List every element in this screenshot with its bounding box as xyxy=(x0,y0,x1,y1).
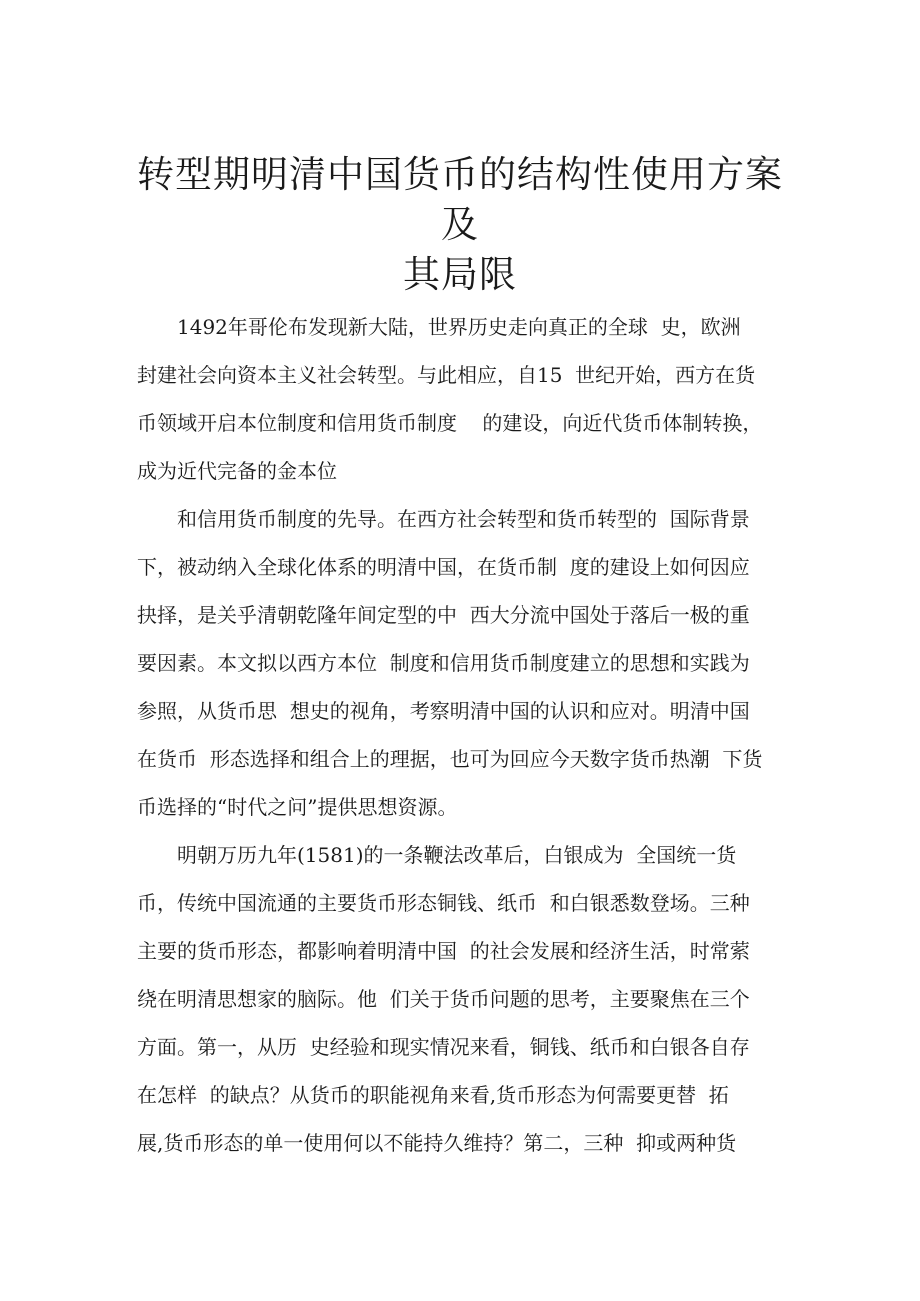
text-line: 明朝万历九年(1581)的一条鞭法改革后，白银成为 全国统一货 xyxy=(137,843,737,867)
text-line: 封建社会向资本主义社会转型。与此相应，自15 世纪开始，西方在货 xyxy=(137,363,756,387)
paragraph-2 xyxy=(137,495,797,831)
document-title xyxy=(120,150,800,300)
text-line: 展,货币形态的单一使用何以不能持久维持？第二，三种 抑或两种货 xyxy=(137,1131,737,1155)
text-line: 要因素。本文拟以西方本位 制度和信用货币制度建立的思想和实践为 xyxy=(137,651,750,675)
title-line: 其局限 xyxy=(403,253,517,296)
text-line: 在怎样 的缺点？从货币的职能视角来看,货币形态为何需要更替 拓 xyxy=(137,1083,729,1107)
text-line: 方面。第一，从历 史经验和现实情况来看，铜钱、纸币和白银各自存 xyxy=(137,1035,750,1059)
text-line: 币领域开启本位制度和信用货币制度 的建设，向近代货币体制转换， xyxy=(137,411,763,435)
paragraph-3 xyxy=(137,831,797,1167)
text-line: 绕在明清思想家的脑际。他 们关于货币问题的思考，主要聚焦在三个 xyxy=(137,987,750,1011)
text-line: 下，被动纳入全球化体系的明清中国，在货币制 度的建设上如何因应 xyxy=(137,555,750,579)
text-line: 和信用货币制度的先导。在西方社会转型和货币转型的 国际背景 xyxy=(137,507,750,531)
title-line: 转型期明清中国货币的结构性使用方案及 xyxy=(137,153,783,246)
text-line: 抉择，是关乎清朝乾隆年间定型的中 西大分流中国处于落后一极的重 xyxy=(137,603,750,627)
paragraph-1 xyxy=(137,303,797,495)
text-line: 1492年哥伦布发现新大陆，世界历史走向真正的全球 史，欧洲 xyxy=(137,315,741,339)
text-line: 在货币 形态选择和组合上的理据，也可为回应今天数字货币热潮 下货 xyxy=(137,747,763,771)
text-line: 参照，从货币思 想史的视角，考察明清中国的认识和应对。明清中国 xyxy=(137,699,750,723)
text-line: 币选择的“时代之问”提供思想资源。 xyxy=(137,795,458,819)
text-line: 主要的货币形态，都影响着明清中国 的社会发展和经济生活，时常萦 xyxy=(137,939,750,963)
text-line: 成为近代完备的金本位 xyxy=(137,459,337,483)
text-line: 币，传统中国流通的主要货币形态铜钱、纸币 和白银悉数登场。三种 xyxy=(137,891,750,915)
